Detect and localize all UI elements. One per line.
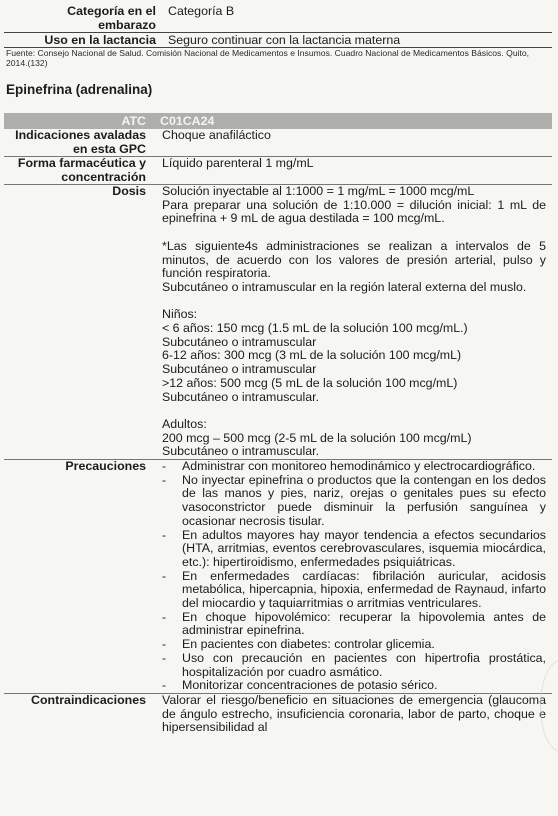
list-item: - Uso con precaución en pacientes con hipertrofia prostática, hospitalización por cuadro asmático.	[162, 652, 546, 679]
row-value-embarazo: Categoría B	[160, 4, 552, 33]
precauciones-list	[162, 460, 546, 693]
dosis-line: Para preparar una solución de 1:10.000 = dilución inicial: 1 mL de epinefrina + 9 mL de agua destilada = 100 mcg/mL.	[162, 197, 546, 226]
contraindicaciones-label: Contraindicaciones	[31, 692, 146, 707]
dosis-value	[152, 185, 552, 459]
dosis-line: 200 mcg – 500 mcg (2-5 mL de la solución 100 mcg/mL)	[162, 430, 472, 445]
list-item: - En adultos mayores hay mayor tendencia a efectos secundarios (HTA, arritmias, eventos cerebrovasculares, isquemia miocárdica, etc.): hipertiroidismo, enfermedades psiquiátricas.	[162, 529, 546, 570]
dosis-label: Dosis	[112, 184, 146, 198]
list-item: - Monitorizar concentraciones de potasio sérico.	[162, 679, 546, 693]
dosis-line: Subcutáneo o intramuscular en la región lateral externa del muslo.	[162, 279, 527, 294]
list-item: - En pacientes con diabetes: controlar glicemia.	[162, 638, 546, 652]
precauciones-label: Precauciones	[65, 459, 146, 474]
list-item: - En enfermedades cardíacas: fibrilación auricular, acidosis metabólica, hipercapnia, hipoxia, enfermedad de Raynaud, infarto del miocardio y taquiarritmias o arritmias ventriculares.	[162, 570, 546, 611]
dosis-line: *Las siguiente4s administraciones se realizan a intervalos de 5 minutos, de acuerdo con los valores de presión arterial, pulso y función respiratoria.	[162, 238, 546, 281]
contraindicaciones-row	[4, 694, 552, 735]
forma-label: Forma farmacéutica y concentración	[17, 156, 146, 184]
source-note: Fuente: Consejo Nacional de Salud. Comisión Nacional de Medicamentos e Insumos. Cuadro Nacional de Medicamentos Básicos. Quito, 2014.(132)	[6, 48, 530, 68]
table-row	[4, 33, 552, 48]
forma-value: Líquido parenteral 1 mg/mL	[162, 156, 314, 170]
dosis-line: Niños:	[162, 307, 198, 322]
list-item: - En choque hipovolémico: recuperar la hipovolemia antes de administrar epinefrina.	[162, 611, 546, 638]
indicaciones-label: Indicaciones avaladas en esta GPC	[15, 128, 146, 156]
list-item: - Administrar con monitoreo hemodinámico y electrocardiográfico.	[162, 460, 546, 474]
dosis-line: < 6 años: 150 mcg (1.5 mL de la solución 100 mcg/mL.)	[162, 321, 468, 335]
section-title: Epinefrina (adrenalina)	[6, 82, 153, 97]
atc-header-row	[4, 113, 552, 129]
precauciones-row	[4, 460, 552, 694]
dosis-line: Subcutáneo o intramuscular.	[162, 389, 320, 404]
dosis-line: Adultos:	[162, 416, 207, 431]
dosis-line: Subcutáneo o intramuscular	[162, 362, 317, 377]
indicaciones-row	[4, 129, 552, 157]
dosis-line: >12 años: 500 mcg (5 mL de la solución 100 mcg/mL)	[162, 375, 458, 390]
forma-row	[4, 157, 552, 185]
continuation-table	[4, 4, 552, 48]
dosis-line: Subcutáneo o intramuscular.	[162, 444, 320, 459]
row-value-lactancia: Seguro continuar con la lactancia materna	[160, 33, 552, 48]
contraindicaciones-value: Valorar el riesgo/beneficio en situaciones de emergencia (glaucoma de ángulo estrecho, insuficiencia coronaria, labor de parto, choque e hipersensibilidad al	[162, 692, 546, 735]
atc-code: C01CA24	[160, 114, 215, 128]
dosis-row	[4, 185, 552, 460]
precauciones-value	[152, 460, 552, 693]
dosis-line: 6-12 años: 300 mcg (3 mL de la solución 100 mcg/mL)	[162, 348, 462, 363]
atc-label: ATC	[121, 114, 146, 128]
list-item: - No inyectar epinefrina o productos que la contengan en los dedos de las manos y pies, nariz, orejas o genitales pues su efecto vasoconstrictor puede disminuir la perfusión sanguínea y ocasionar necrosis tisular.	[162, 474, 546, 529]
row-label-embarazo: Categoría en el embarazo	[4, 4, 160, 33]
drug-table	[4, 113, 552, 735]
dosis-line: Subcutáneo o intramuscular	[162, 334, 317, 349]
dosis-line: Solución inyectable al 1:1000 = 1 mg/mL = 1000 mcg/mL	[162, 184, 475, 198]
table-row	[4, 4, 552, 33]
indicaciones-value: Choque anafiláctico	[162, 128, 271, 142]
row-label-lactancia: Uso en la lactancia	[4, 33, 160, 48]
